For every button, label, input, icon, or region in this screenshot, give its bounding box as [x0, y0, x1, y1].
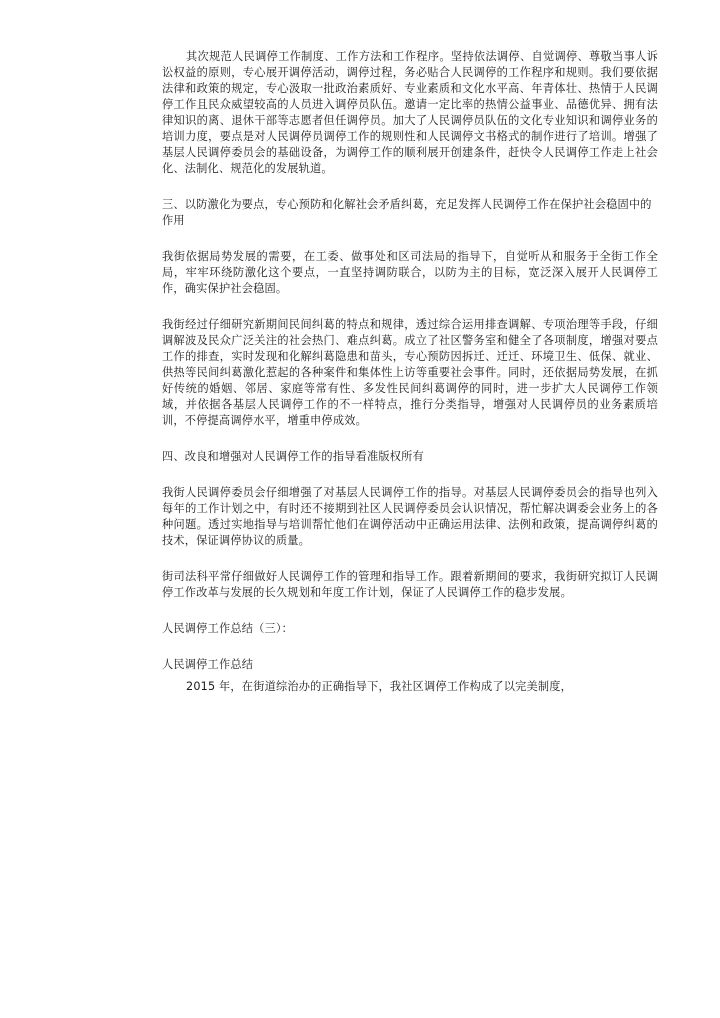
paragraph-justice-section: 街司法科平常仔细做好人民调停工作的管理和指导工作。跟着新期间的要求，我街研究拟订人民调停工作改革与发展的长久规划和年度工作计划，保证了人民调停工作的稳步发展。: [162, 570, 658, 599]
paragraph-committee-guidance: 我街人民调停委员会仔细增强了对基层人民调停工作的指导。对基层人民调停委员会的指导也列入每年的工作计划之中，有时还不接期到社区人民调停委员会认识情况，帮忙解决调委会业务上的各种问题。透过实地指导与培训帮忙他们在调停活动中正确运用法律、法例和政策，提高调停纠葛的技术，保证调停协议的质量。: [162, 486, 658, 547]
paragraph-2015-intro: 2015 年，在街道综治办的正确指导下，我社区调停工作构成了以完美制度，: [186, 680, 573, 693]
summary-subtitle: 人民调停工作总结: [162, 658, 254, 671]
document-body: [162, 49, 658, 695]
paragraph-dispute-research: 我街经过仔细研究新期间民间纠葛的特点和规律，透过综合运用排查调解、专项治理等手段，仔细调解波及民众广泛关注的社会热门、难点纠葛。成立了社区警务室和健全了各项制度，增强对要点工作的排查，实时发现和化解纠葛隐患和苗头，专心预防因拆迁、迁迁、环境卫生、低保、就业、供热等民间纠葛激化惹起的各种案件和集体性上访等重要社会事件。同时，还依据局势发展，在抓好传统的婚姻、邻居、家庭等常有性、多发性民间纠葛调停的同时，进一步扩大人民调停工作领域，并依据各基层人民调停工作的不一样特点，推行分类指导，增强对人民调停员的业务素质培训，不停提高调停水平，增重申停成效。: [162, 318, 658, 427]
section-heading-three: 三、以防激化为要点，专心预防和化解社会矛盾纠葛，充足发挥人民调停工作在保护社会稳固中的作用: [162, 198, 652, 227]
paragraph-mediation-system: 其次规范人民调停工作制度、工作方法和工作程序。坚持依法调停、自觉调停、尊敬当事人诉讼权益的原则，专心展开调停活动，调停过程，务必贴合人民调停的工作程序和规则。我们要依据法律和政策的规定，专心汲取一批政治素质好、专业素质和文化水平高、年青体壮、热情于人民调停工作且民众威望较高的人员进入调停员队伍。邀请一定比率的热情公益事业、品德优异、拥有法律知识的离、退休干部等志愿者但任调停员。加大了人民调停员队伍的文化专业知识和调停业务的培训力度，要点是对人民调停员调停工作的规则性和人民调停文书格式的制作进行了培训。增强了基层人民调停委员会的基础设备，为调停工作的顺利展开创建条件，赶快令人民调停工作走上社会化、法制化、规范化的发展轨道。: [162, 50, 658, 175]
summary-title-three: 人民调停工作总结（三）：: [162, 622, 294, 635]
paragraph-situation-needs: 我街依据局势发展的需要，在工委、做事处和区司法局的指导下，自觉听从和服务于全街工作全局，牢牢环绕防激化这个要点，一直坚持调防联合，以防为主的目标，宽泛深入展开人民调停工作，确实保护社会稳固。: [162, 250, 658, 295]
section-heading-four: 四、改良和增强对人民调停工作的指导看准版权所有: [162, 450, 424, 463]
